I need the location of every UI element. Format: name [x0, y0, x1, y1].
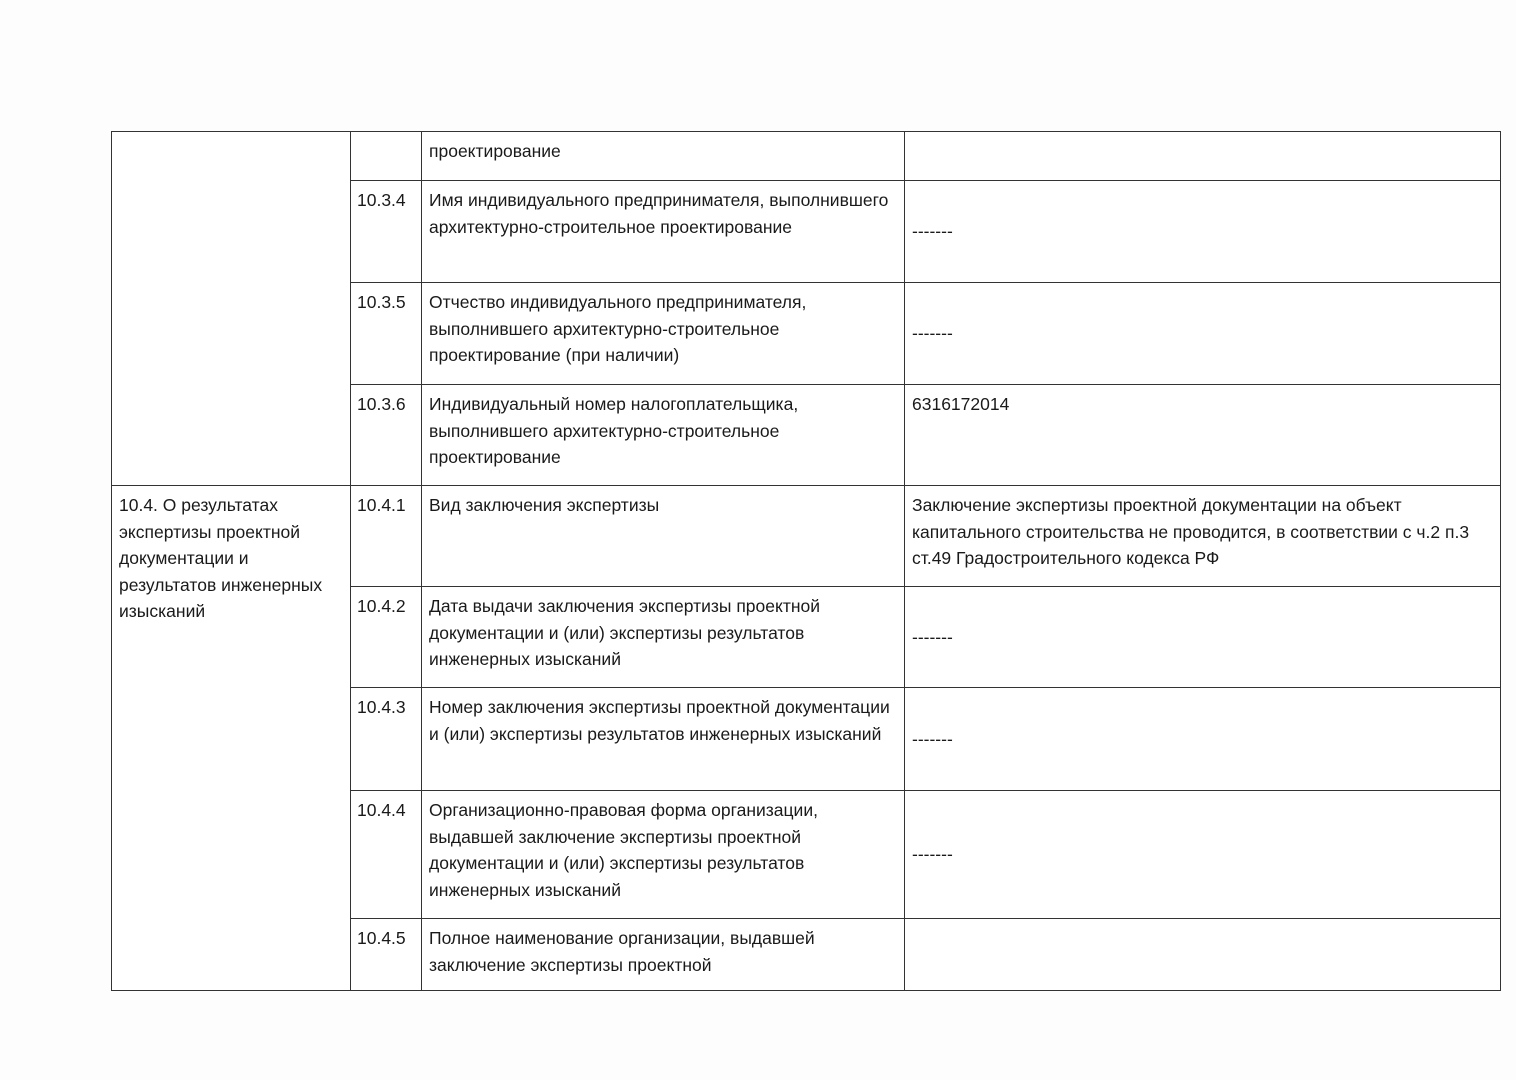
row-field-name-text: Имя индивидуального предпринимателя, выполнившего архитектурно-строительное проектирование	[429, 190, 889, 237]
row-number-text: 10.3.5	[357, 292, 406, 312]
row-field-name-text: Вид заключения экспертизы	[429, 495, 660, 515]
row-field-name	[421, 180, 905, 283]
row-number	[350, 180, 422, 283]
row-field-name-text: Отчество индивидуального предпринимателя, выполнившего архитектурно-строительное проектирование (при наличии)	[429, 292, 807, 365]
row-field-name	[421, 918, 905, 991]
row-field-value	[904, 687, 1501, 791]
row-field-value	[904, 790, 1501, 919]
row-number-text: 10.4.5	[357, 928, 406, 948]
row-number	[350, 282, 422, 385]
row-field-value-text: 6316172014	[912, 394, 1010, 414]
row-field-name-text: Организационно-правовая форма организации, выдавшей заключение экспертизы проектной документации и (или) экспертизы результатов инженерных изысканий	[429, 800, 818, 900]
section-cell-10-4-text: 10.4. О результатах экспертизы проектной документации и результатов инженерных изысканий	[119, 495, 323, 621]
row-field-name	[421, 586, 905, 688]
row-field-name-text: Индивидуальный номер налогоплательщика, выполнившего архитектурно-строительное проектирование	[429, 394, 799, 467]
row-field-name-text: Полное наименование организации, выдавшей заключение экспертизы проектной	[429, 928, 815, 975]
row-number-text: 10.3.4	[357, 190, 406, 210]
row-field-value-text: -------	[912, 221, 953, 242]
row-number	[350, 790, 422, 919]
row-field-name	[421, 485, 905, 587]
row-number-text: 10.4.3	[357, 697, 406, 717]
row-field-value-text: -------	[912, 844, 953, 865]
row-field-name-text: Дата выдачи заключения экспертизы проектной документации и (или) экспертизы результатов инженерных изысканий	[429, 596, 821, 669]
row-number-text: 10.4.1	[357, 495, 406, 515]
row-number-text: 10.3.6	[357, 394, 406, 414]
row-number	[350, 918, 422, 991]
row-field-name	[421, 687, 905, 791]
row-number-text: 10.4.2	[357, 596, 406, 616]
row-number-text: 10.4.4	[357, 800, 406, 820]
row-field-value	[904, 131, 1501, 181]
section-cell-10-4	[111, 485, 351, 991]
row-field-value-text: -------	[912, 728, 953, 749]
row-number	[350, 586, 422, 688]
row-number	[350, 687, 422, 791]
row-field-value	[904, 180, 1501, 283]
row-field-value	[904, 384, 1501, 486]
row-field-name	[421, 282, 905, 385]
row-field-value-text: -------	[912, 323, 953, 344]
row-field-name	[421, 384, 905, 486]
row-field-name	[421, 790, 905, 919]
section-cell-10-3	[111, 131, 351, 486]
row-field-name-text: проектирование	[429, 141, 561, 161]
row-field-name-text: Номер заключения экспертизы проектной документации и (или) экспертизы результатов инженерных изысканий	[429, 697, 890, 744]
row-field-value-text: -------	[912, 626, 953, 647]
row-field-value	[904, 586, 1501, 688]
row-field-value	[904, 485, 1501, 587]
row-field-value	[904, 282, 1501, 385]
row-number	[350, 485, 422, 587]
row-field-value	[904, 918, 1501, 991]
row-field-name	[421, 131, 905, 181]
row-number	[350, 131, 422, 181]
row-number	[350, 384, 422, 486]
row-field-value-text: Заключение экспертизы проектной документации на объект капитального строительства не проводится, в соответствии с ч.2 п.3 ст.49 Градостроительного кодекса РФ	[912, 495, 1470, 568]
